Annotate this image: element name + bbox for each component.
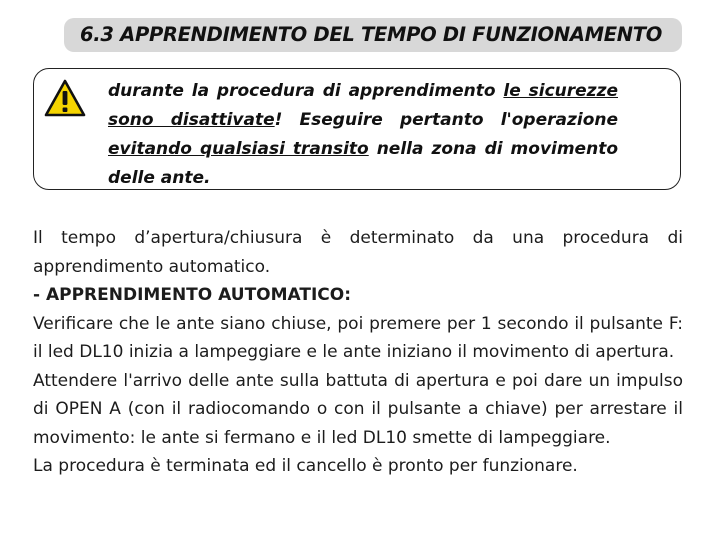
warning-box: [33, 68, 681, 190]
section-title-text: APPRENDIMENTO DEL TEMPO DI FUNZIONAMENTO: [120, 23, 663, 46]
body-text: [33, 224, 683, 481]
step-1-paragraph: Verificare che le ante siano chiuse, poi premere per 1 secondo il pulsante F: il led DL10 inizia a lampeggiare e le ante iniziano il movimento di apertura.: [33, 313, 683, 362]
warning-text-part-1: durante la procedura di apprendimento: [108, 81, 504, 101]
warning-underline-transit: evitando qualsiasi transito: [108, 139, 369, 159]
warning-text: [108, 77, 618, 193]
warning-text-part-3: nella zona di movimento delle ante.: [108, 139, 618, 188]
section-number: 6.3: [80, 23, 114, 46]
intro-paragraph: Il tempo d’apertura/chiusura è determinato da una procedura di apprendimento automatico.: [33, 228, 683, 277]
step-2-paragraph: Attendere l'arrivo delle ante sulla battuta di apertura e poi dare un impulso di OPEN A (con il radiocomando o con il pulsante a chiave) per arrestare il movimento: le ante si fermano e il led DL10 smette di lampeggiare.: [33, 370, 683, 448]
warning-underline-safety: le sicurezze sono disattivate: [108, 81, 618, 130]
warning-text-part-2: ! Eseguire pertanto l'operazione: [274, 110, 619, 130]
step-3-paragraph: La procedura è terminata ed il cancello è pronto per funzionare.: [33, 456, 578, 476]
subheading: - APPRENDIMENTO AUTOMATICO:: [33, 285, 352, 305]
section-header: [64, 18, 682, 52]
warning-triangle-icon: [44, 79, 86, 117]
section-title: [80, 23, 662, 46]
